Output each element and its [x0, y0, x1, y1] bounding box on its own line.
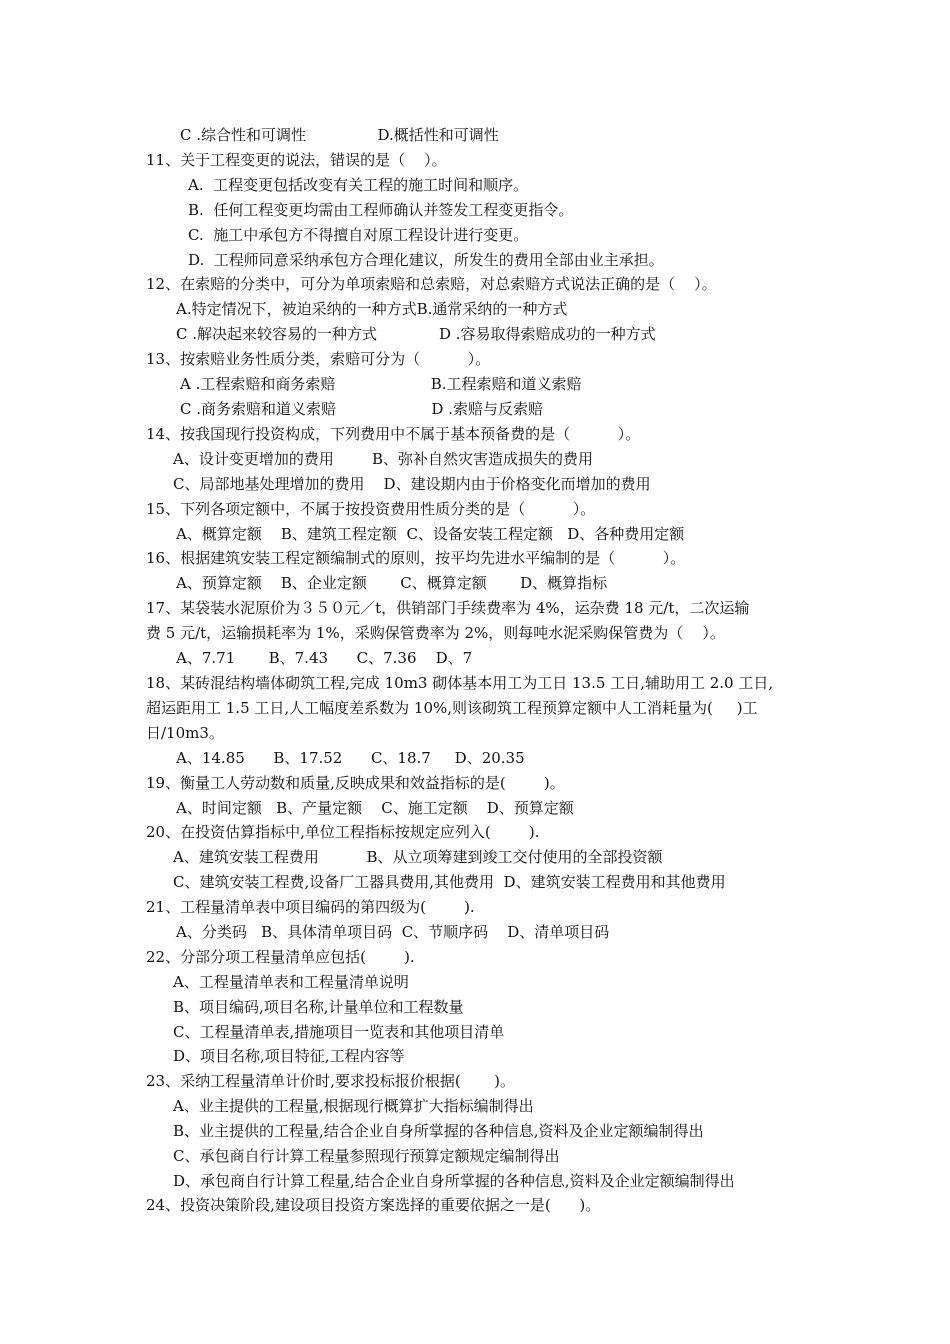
- option-23b: B、业主提供的工程量,结合企业自身所掌握的各种信息,资料及企业定额编制得出: [173, 1122, 704, 1140]
- option-22b: B、项目编码,项目名称,计量单位和工程数量: [173, 998, 464, 1016]
- option-21: A、分类码 B、具体清单项目码 C、节顺序码 D、清单项目码: [176, 923, 610, 941]
- option-22d: D、项目名称,项目特征,工程内容等: [173, 1047, 405, 1065]
- option-16: A、预算定额 B、企业定额 C、概算定额 D、概算指标: [176, 574, 608, 592]
- question-15: 15、下列各项定额中，不属于按投资费用性质分类的是（ ）。: [146, 500, 596, 518]
- question-22: 22、分部分项工程量清单应包括( ).: [146, 948, 415, 966]
- option-12cd: C .解决起来较容易的一种方式 D .容易取得索赔成功的一种方式: [176, 325, 656, 343]
- option-22c: C、工程量清单表,措施项目一览表和其他项目清单: [173, 1023, 505, 1041]
- question-12: 12、在索赔的分类中，可分为单项索赔和总索赔，对总索赔方式说法正确的是（ ）。: [146, 275, 717, 293]
- option-11b: B. 任何工程变更均需由工程师确认并签发工程变更指令。: [188, 201, 574, 219]
- question-18-cont: 超运距用工 1.5 工日,人工幅度差系数为 10%,则该砌筑工程预算定额中人工消耗量为( )工: [146, 699, 758, 717]
- question-23: 23、采纳工程量清单计价时,要求投标报价根据( )。: [146, 1072, 515, 1090]
- option-19: A、时间定额 B、产量定额 C、施工定额 D、预算定额: [176, 799, 574, 817]
- option-22a: A、工程量清单表和工程量清单说明: [173, 973, 409, 991]
- option-line-10cd: C .综合性和可调性 D.概括性和可调性: [180, 126, 499, 144]
- question-18-cont2: 日/10m3。: [146, 724, 224, 742]
- option-23d: D、承包商自行计算工程量,结合企业自身所掌握的各种信息,资料及企业定额编制得出: [173, 1172, 735, 1190]
- question-16: 16、根据建筑安装工程定额编制式的原则，按平均先进水平编制的是（ ）。: [146, 549, 686, 567]
- option-11a: A. 工程变更包括改变有关工程的施工时间和顺序。: [188, 176, 529, 194]
- question-21: 21、工程量清单表中项目编码的第四级为( ).: [146, 898, 475, 916]
- question-14: 14、按我国现行投资构成，下列费用中不属于基本预备费的是（ ）。: [146, 425, 641, 443]
- option-20cd: C、建筑安装工程费,设备厂工器具费用,其他费用 D、建筑安装工程费用和其他费用: [173, 873, 726, 891]
- option-18: A、14.85 B、17.52 C、18.7 D、20.35: [176, 749, 525, 767]
- question-20: 20、在投资估算指标中,单位工程指标按规定应列入( ).: [146, 823, 540, 841]
- question-17: 17、某袋装水泥原价为３５０元／t，供销部门手续费率为 4%，运杂费 18 元/t，二次运输: [146, 599, 750, 617]
- question-11: 11、关于工程变更的说法，错误的是（ ）。: [146, 151, 447, 169]
- option-11c: C. 施工中承包方不得擅自对原工程设计进行变更。: [188, 226, 529, 244]
- option-13ab: A .工程索赔和商务索赔 B.工程索赔和道义索赔: [180, 375, 582, 393]
- question-18: 18、某砖混结构墙体砌筑工程,完成 10m3 砌体基本用工为工日 13.5 工日,辅助用工 2.0 工日,: [146, 674, 774, 692]
- question-17-cont: 费 5 元/t，运输损耗率为 1%，采购保管费率为 2%，则每吨水泥采购保管费为（ ）。: [146, 624, 725, 642]
- option-20ab: A、建筑安装工程费用 B、从立项筹建到竣工交付使用的全部投资额: [173, 848, 663, 866]
- option-12ab: A.特定情况下，被迫采纳的一种方式B.通常采纳的一种方式: [176, 300, 568, 318]
- option-14cd: C、局部地基处理增加的费用 D、建设期内由于价格变化而增加的费用: [173, 475, 651, 493]
- option-23c: C、承包商自行计算工程量参照现行预算定额规定编制得出: [173, 1147, 560, 1165]
- question-13: 13、按索赔业务性质分类，索赔可分为（ ）。: [146, 350, 491, 368]
- option-14ab: A、设计变更增加的费用 B、弥补自然灾害造成损失的费用: [173, 450, 594, 468]
- option-17: A、7.71 B、7.43 C、7.36 D、7: [176, 649, 473, 667]
- question-24: 24、投资决策阶段,建设项目投资方案选择的重要依据之一是( )。: [146, 1196, 601, 1214]
- option-13cd: C .商务索赔和道义索赔 D .索赔与反索赔: [180, 400, 543, 418]
- option-11d: D. 工程师同意采纳承包方合理化建议，所发生的费用全部由业主承担。: [188, 251, 664, 269]
- option-15: A、概算定额 B、建筑工程定额 C、设备安装工程定额 D、各种费用定额: [176, 525, 685, 543]
- question-19: 19、衡量工人劳动数和质量,反映成果和效益指标的是( )。: [146, 774, 565, 792]
- option-23a: A、业主提供的工程量,根据现行概算扩大指标编制得出: [173, 1097, 534, 1115]
